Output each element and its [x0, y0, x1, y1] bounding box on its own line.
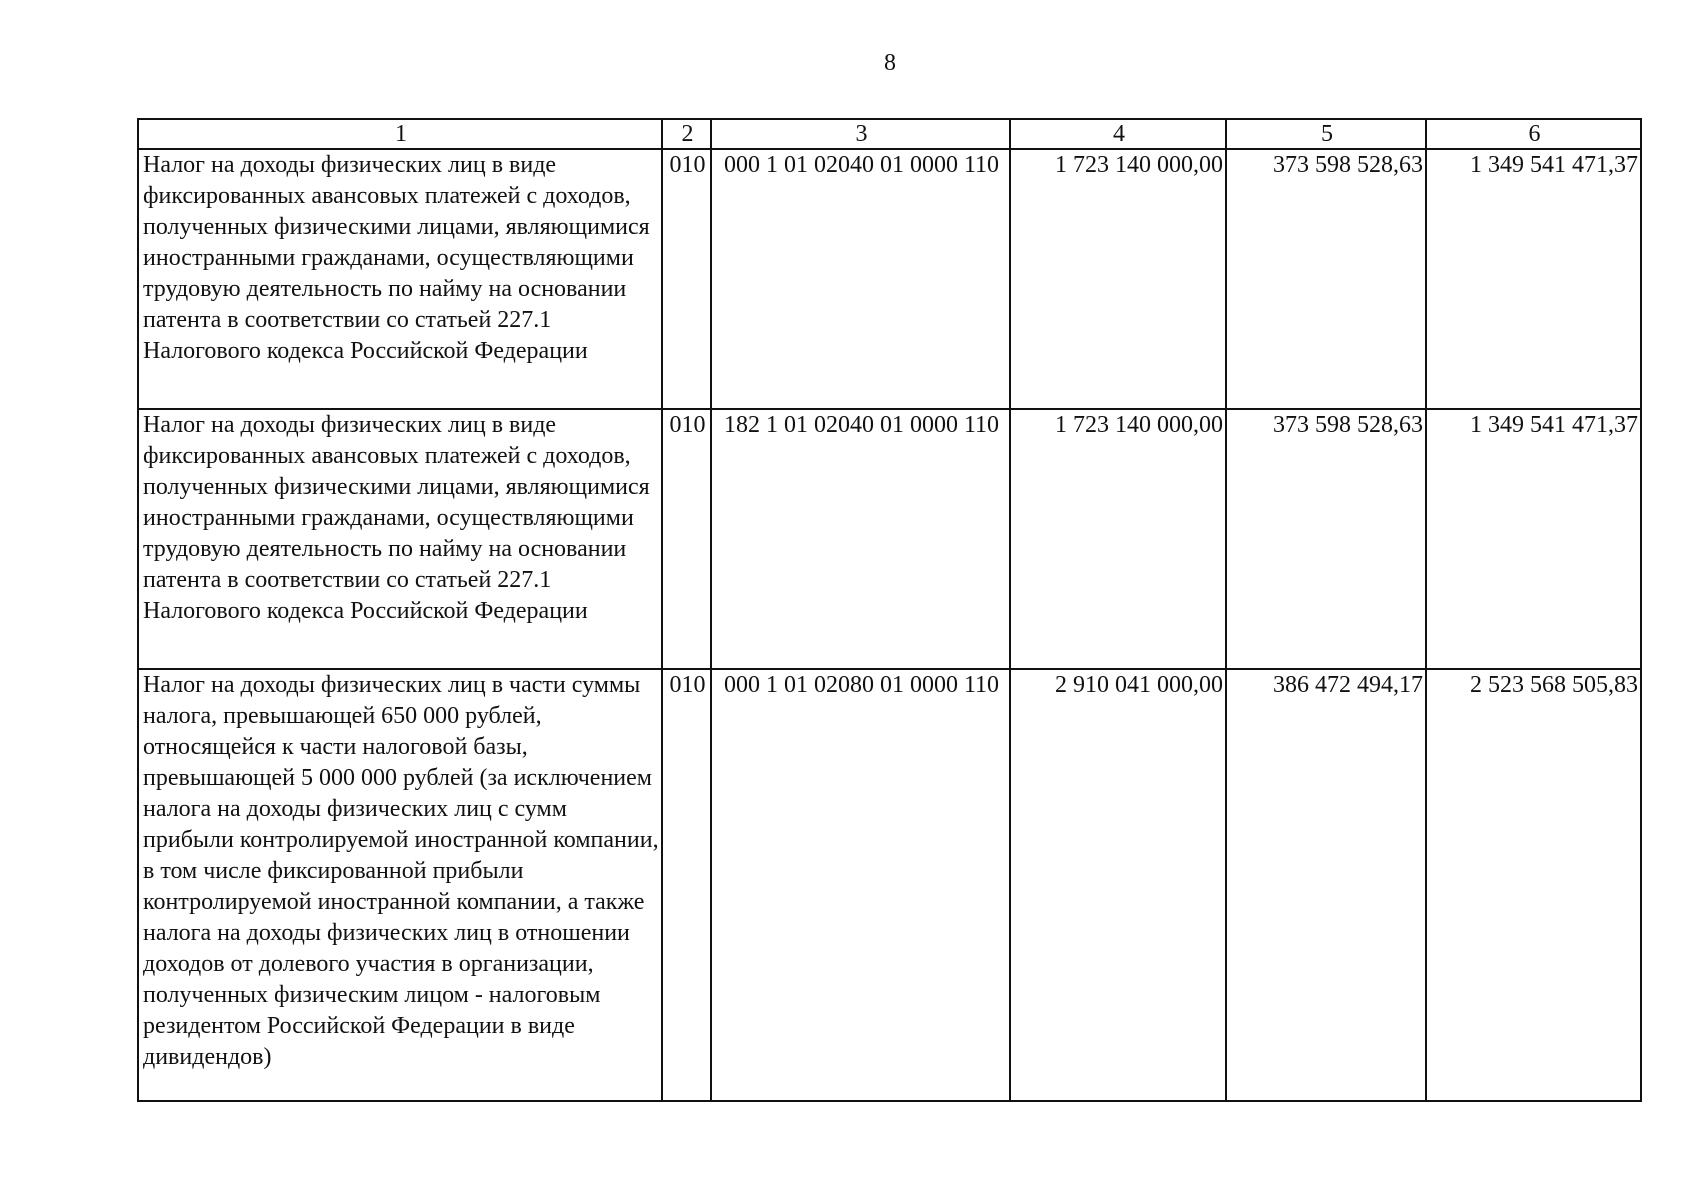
- column-header-5: 5: [1226, 119, 1426, 149]
- line-code-cell: 010: [662, 149, 711, 409]
- line-code-cell: 010: [662, 669, 711, 1101]
- executed-amount-cell: 373 598 528,63: [1226, 149, 1426, 409]
- table-row: [138, 669, 1641, 1101]
- column-header-6: 6: [1426, 119, 1641, 149]
- approved-amount-cell: 1 723 140 000,00: [1010, 409, 1226, 669]
- approved-amount-cell: 2 910 041 000,00: [1010, 669, 1226, 1101]
- column-header-1: 1: [138, 119, 662, 149]
- unexecuted-amount-cell: 1 349 541 471,37: [1426, 409, 1641, 669]
- income-code-cell: 182 1 01 02040 01 0000 110: [711, 409, 1010, 669]
- unexecuted-amount-cell: 1 349 541 471,37: [1426, 149, 1641, 409]
- column-header-4: 4: [1010, 119, 1226, 149]
- unexecuted-amount-cell: 2 523 568 505,83: [1426, 669, 1641, 1101]
- column-header-3: 3: [711, 119, 1010, 149]
- row-name-cell: Налог на доходы физических лиц в виде фиксированных авансовых платежей с доходов, полученных физическими лицами, являющимися иностранными гражданами, осуществляющими трудовую деятельность по найму на основании патента в соответствии со статьей 227.1 Налогового кодекса Российской Федерации: [138, 149, 662, 409]
- income-code-cell: 000 1 01 02080 01 0000 110: [711, 669, 1010, 1101]
- table-row: [138, 409, 1641, 669]
- table-row: [138, 149, 1641, 409]
- executed-amount-cell: 386 472 494,17: [1226, 669, 1426, 1101]
- table-header-row: [138, 119, 1641, 149]
- approved-amount-cell: 1 723 140 000,00: [1010, 149, 1226, 409]
- row-name-cell: Налог на доходы физических лиц в виде фиксированных авансовых платежей с доходов, полученных физическими лицами, являющимися иностранными гражданами, осуществляющими трудовую деятельность по найму на основании патента в соответствии со статьей 227.1 Налогового кодекса Российской Федерации: [138, 409, 662, 669]
- row-name-cell: Налог на доходы физических лиц в части суммы налога, превышающей 650 000 рублей, относящейся к части налоговой базы, превышающей 5 000 000 рублей (за исключением налога на доходы физических лиц с сумм прибыли контролируемой иностранной компании, в том числе фиксированной прибыли контролируемой иностранной компании, а также налога на доходы физических лиц в отношении доходов от долевого участия в организации, полученных физическим лицом - налоговым резидентом Российской Федерации в виде дивидендов): [138, 669, 662, 1101]
- page-number: 8: [884, 50, 896, 76]
- column-header-2: 2: [662, 119, 711, 149]
- report-table: [137, 118, 1642, 1102]
- income-code-cell: 000 1 01 02040 01 0000 110: [711, 149, 1010, 409]
- executed-amount-cell: 373 598 528,63: [1226, 409, 1426, 669]
- line-code-cell: 010: [662, 409, 711, 669]
